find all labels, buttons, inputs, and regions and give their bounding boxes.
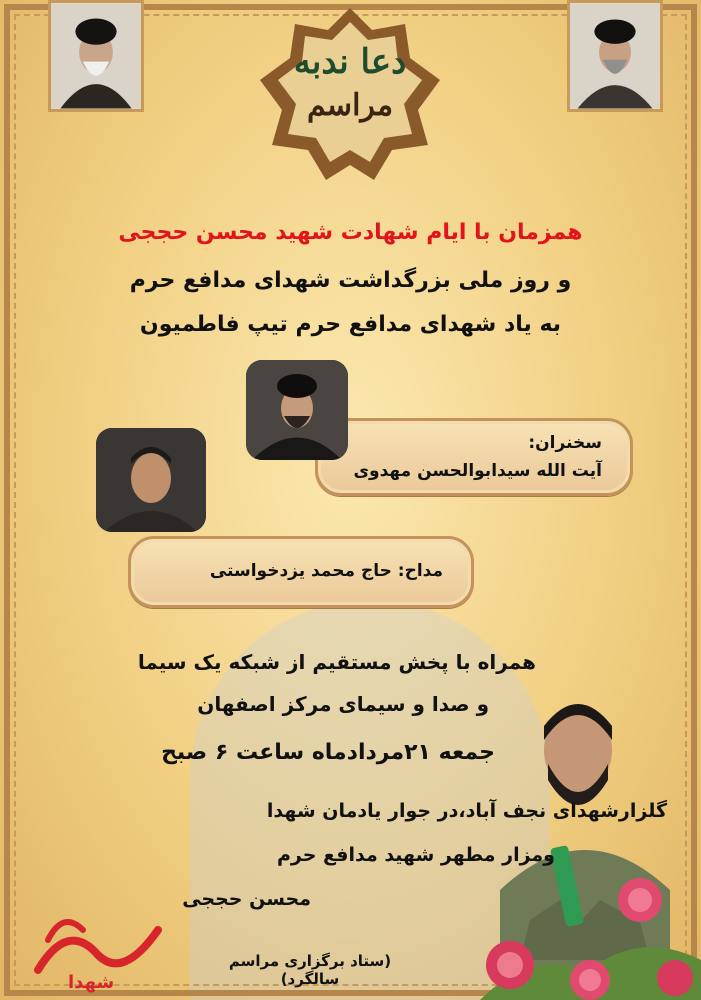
eulogist-plaque xyxy=(128,536,474,608)
venue-line-3: محسن حججی xyxy=(182,888,311,910)
broadcast-line-2: و صدا و سیمای مرکز اصفهان xyxy=(197,692,489,716)
eulogist-photo xyxy=(96,428,206,532)
cleric-portrait-icon xyxy=(51,3,141,109)
speaker-plaque xyxy=(315,418,633,496)
cleric-photo-icon xyxy=(246,360,348,460)
emblem-title: دعا ندبه xyxy=(293,42,407,82)
broadcast-line-1: همراه با پخش مستقیم از شبکه یک سیما xyxy=(137,650,536,674)
venue-line-1: گلزارشهدای نجف آباد،در جوار یادمان شهدا xyxy=(266,800,667,822)
speaker-label: سخنران: xyxy=(528,433,602,453)
speaker-photo xyxy=(246,360,348,460)
logo-text: شهدا xyxy=(68,972,115,993)
venue-line-2: ومزار مطهر شهید مدافع حرم xyxy=(276,844,555,866)
speaker-name: آیت الله سیدابوالحسن مهدوی xyxy=(353,461,602,481)
date-line: جمعه ۲۱مردادماه ساعت ۶ صبح xyxy=(161,740,495,765)
event-title xyxy=(250,40,450,128)
roses-decoration xyxy=(470,860,701,1000)
organizer-footer: (ستاد برگزاری مراسم سالگرد) xyxy=(228,952,392,988)
cleric-portrait-icon xyxy=(570,3,660,109)
person-photo-icon xyxy=(96,428,206,532)
headline-line-1: و روز ملی بزرگداشت شهدای مدافع حرم xyxy=(129,268,572,293)
emblem-subtitle: مراسم xyxy=(306,88,394,123)
headline-red: همزمان با ایام شهادت شهید محسن حججی xyxy=(118,220,583,245)
shohada-logo xyxy=(28,900,173,995)
portrait-right xyxy=(567,0,663,112)
portrait-left xyxy=(48,0,144,112)
headline-line-2: به یاد شهدای مدافع حرم تیپ فاطمیون xyxy=(139,312,562,337)
eulogist-name: مداح: حاج محمد یزدخواستی xyxy=(209,561,443,581)
